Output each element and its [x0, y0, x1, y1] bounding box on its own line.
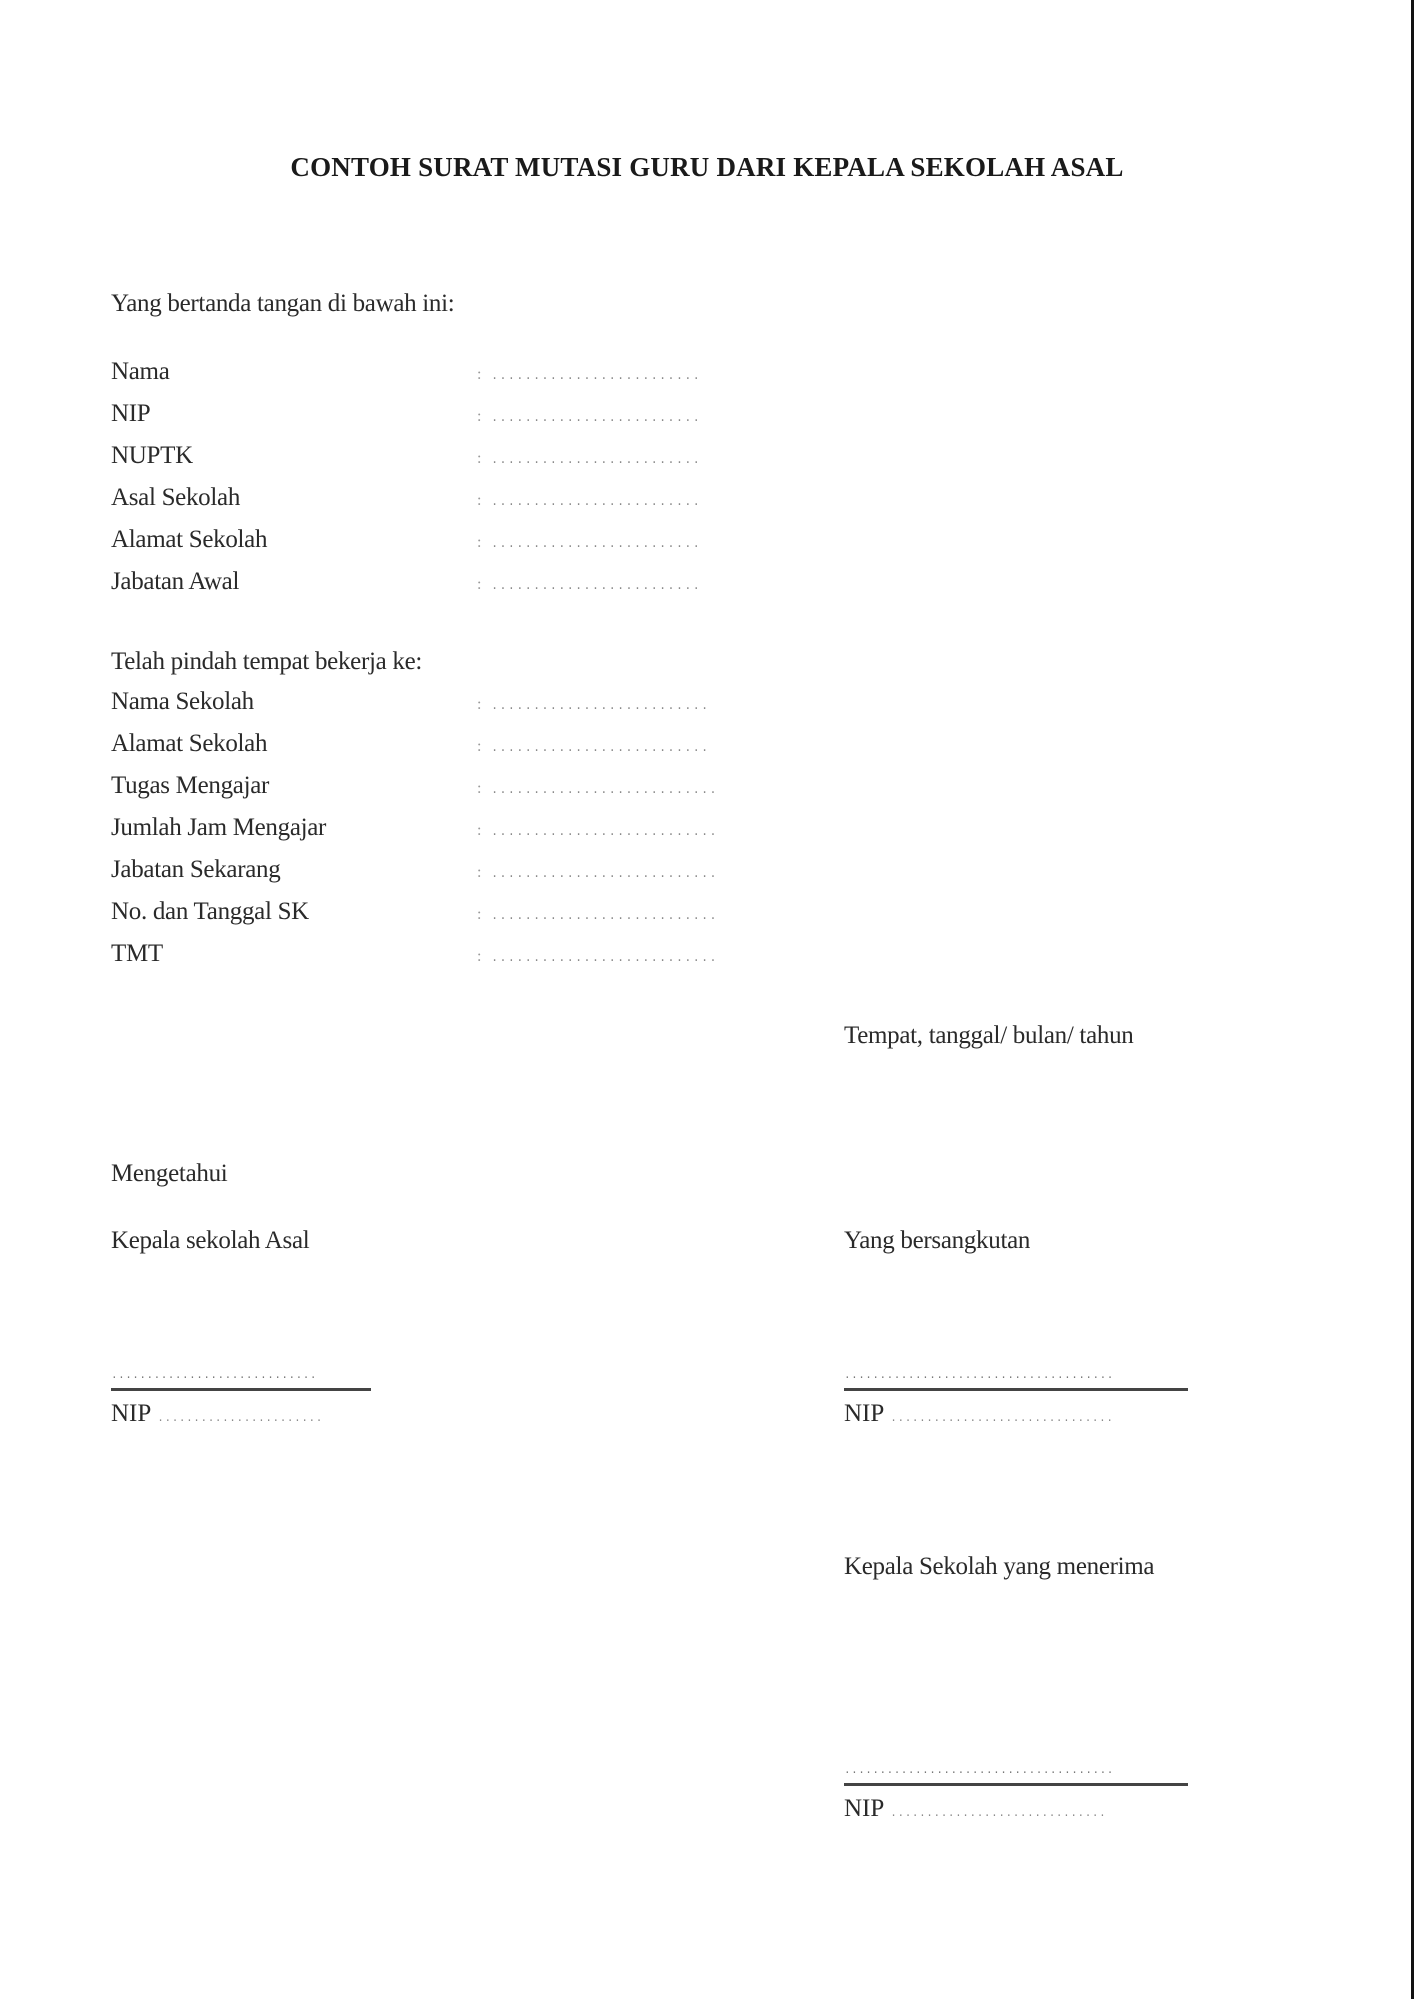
signature-name-blank: ...................................... — [844, 1370, 1114, 1382]
acknowledged-text: Mengetahui — [111, 1160, 228, 1187]
field-value-blank: .......................... — [491, 741, 710, 755]
field-value-blank: ........................... — [491, 825, 718, 839]
field-label: Nama — [111, 358, 170, 385]
field-value-blank: ........................... — [491, 867, 718, 881]
nip-row — [844, 1400, 1114, 1428]
field-colon: : — [477, 576, 482, 593]
nip-row — [111, 1400, 323, 1428]
field-row-nama — [111, 358, 701, 392]
signature-line — [844, 1388, 1188, 1391]
field-label: Tugas Mengajar — [111, 772, 270, 799]
field-row-alamat-sekolah-baru — [111, 730, 709, 764]
field-colon: : — [477, 366, 482, 383]
field-label: Alamat Sekolah — [111, 526, 268, 553]
field-row-nama-sekolah — [111, 688, 709, 722]
signature-name-blank: ............................. — [111, 1370, 317, 1382]
field-row-jumlah-jam-mengajar — [111, 814, 718, 848]
field-label: Jumlah Jam Mengajar — [111, 814, 327, 841]
field-row-alamat-sekolah — [111, 526, 701, 560]
field-colon: : — [477, 408, 482, 425]
field-label: Nama Sekolah — [111, 688, 254, 715]
field-label: Jabatan Awal — [111, 568, 240, 595]
field-colon: : — [477, 948, 482, 965]
nip-row — [844, 1795, 1106, 1823]
field-colon: : — [477, 492, 482, 509]
field-colon: : — [477, 822, 482, 839]
field-value-blank: ......................... — [491, 537, 702, 551]
field-row-nuptk — [111, 442, 701, 476]
field-label: Jabatan Sekarang — [111, 856, 281, 883]
nip-blank: ....................... — [157, 1413, 323, 1425]
field-value-blank: ......................... — [491, 411, 702, 425]
signature-title: Kepala sekolah Asal — [111, 1227, 310, 1254]
field-value-blank: ......................... — [491, 369, 702, 383]
field-row-tugas-mengajar — [111, 772, 718, 806]
field-label: Asal Sekolah — [111, 484, 241, 511]
field-row-asal-sekolah — [111, 484, 701, 518]
document-title: CONTOH SURAT MUTASI GURU DARI KEPALA SEKOLAH ASAL — [290, 152, 1124, 182]
signature-title: Kepala Sekolah yang menerima — [844, 1553, 1155, 1580]
field-label: NIP — [111, 400, 151, 427]
field-value-blank: .......................... — [491, 699, 710, 713]
field-label: Alamat Sekolah — [111, 730, 268, 757]
transfer-intro-text: Telah pindah tempat bekerja ke: — [111, 648, 423, 675]
nip-blank: .............................. — [890, 1808, 1107, 1820]
field-label: No. dan Tanggal SK — [111, 898, 309, 925]
field-row-no-tanggal-sk — [111, 898, 718, 932]
nip-label: NIP — [844, 1400, 885, 1427]
signature-line — [844, 1783, 1188, 1786]
field-row-tmt — [111, 940, 718, 974]
field-colon: : — [477, 780, 482, 797]
field-colon: : — [477, 906, 482, 923]
intro-text: Yang bertanda tangan di bawah ini: — [111, 290, 455, 317]
signature-name-blank: ...................................... — [844, 1765, 1114, 1777]
place-date-text: Tempat, tanggal/ bulan/ tahun — [844, 1022, 1134, 1049]
field-value-blank: ......................... — [491, 453, 702, 467]
field-value-blank: ........................... — [491, 951, 718, 965]
nip-label: NIP — [844, 1795, 885, 1822]
field-value-blank: ......................... — [491, 579, 702, 593]
nip-label: NIP — [111, 1400, 152, 1427]
field-colon: : — [477, 738, 482, 755]
field-row-jabatan-awal — [111, 568, 701, 602]
signature-title: Yang bersangkutan — [844, 1227, 1031, 1254]
field-value-blank: ........................... — [491, 783, 718, 797]
field-value-blank: ......................... — [491, 495, 702, 509]
field-colon: : — [477, 534, 482, 551]
field-label: NUPTK — [111, 442, 193, 469]
field-colon: : — [477, 864, 482, 881]
field-row-jabatan-sekarang — [111, 856, 718, 890]
nip-blank: ............................... — [890, 1413, 1114, 1425]
field-colon: : — [477, 696, 482, 713]
field-label: TMT — [111, 940, 163, 967]
field-colon: : — [477, 450, 482, 467]
signature-line — [111, 1388, 371, 1391]
field-value-blank: ........................... — [491, 909, 718, 923]
field-row-nip — [111, 400, 701, 434]
